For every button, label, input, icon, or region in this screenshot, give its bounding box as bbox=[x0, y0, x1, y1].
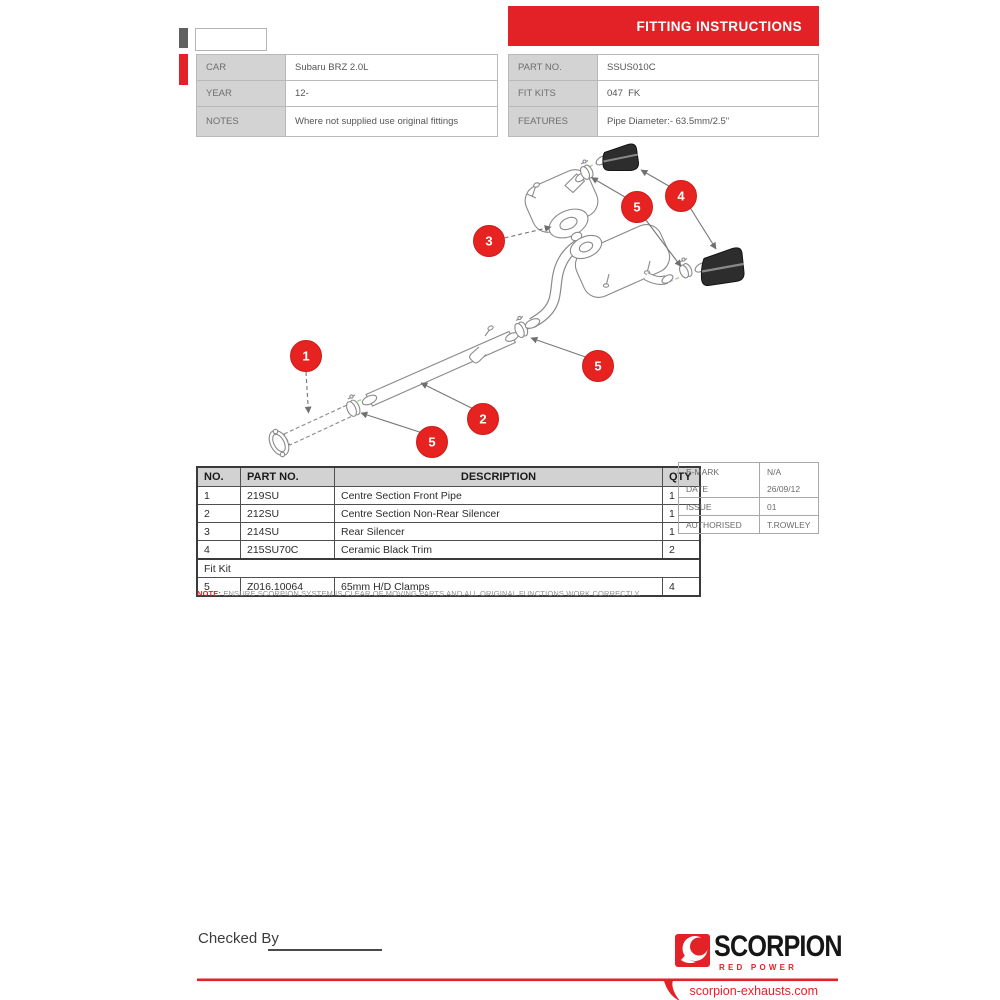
callout-3 bbox=[474, 226, 505, 257]
scorpion-logo-mark bbox=[675, 934, 710, 973]
car-label: CAR bbox=[197, 55, 286, 81]
year-label: YEAR bbox=[197, 81, 286, 107]
callout-5-top bbox=[622, 192, 653, 223]
features-label: FEATURES bbox=[509, 107, 598, 137]
fit-kit-band bbox=[197, 559, 700, 578]
callout-5-bottom bbox=[417, 427, 448, 458]
col-no: NO. bbox=[197, 467, 241, 487]
note-text: ENSURE SCORPION SYSTEM IS CLEAR OF MOVING PARTS AND ALL ORIGINAL FUNCTIONS WORK CORRECTLY. bbox=[221, 589, 641, 598]
blank-reference-box bbox=[195, 28, 267, 51]
year-value: 12- bbox=[286, 81, 498, 107]
fit-kits-label: FIT KITS bbox=[509, 81, 598, 107]
checked-by-signature-line bbox=[268, 949, 382, 951]
corner-red-mark bbox=[179, 54, 188, 85]
features-value: Pipe Diameter:- 63.5mm/2.5" bbox=[598, 107, 819, 137]
checked-by-label: Checked By bbox=[198, 930, 279, 947]
notes-value: Where not supplied use original fittings bbox=[286, 107, 498, 137]
part-info-table bbox=[508, 54, 819, 137]
black-trim-bottom bbox=[694, 248, 744, 286]
revision-table bbox=[678, 462, 819, 534]
scorpion-claw-icon bbox=[675, 934, 710, 968]
col-part-no: PART NO. bbox=[241, 467, 335, 487]
brand-tagline: RED POWER bbox=[719, 963, 798, 972]
svg-text:4: 4 bbox=[677, 188, 685, 204]
col-qty: QTY bbox=[663, 467, 701, 487]
banner-title: FITTING INSTRUCTIONS bbox=[636, 18, 802, 34]
clamp-tail-bottom bbox=[678, 258, 694, 279]
fitting-instructions-banner bbox=[508, 6, 819, 46]
table-row: E-MARK N/A bbox=[679, 463, 819, 481]
brand-name: SCORPION bbox=[714, 930, 842, 963]
website-link: scorpion-exhausts.com bbox=[689, 984, 818, 998]
callout-2 bbox=[468, 404, 499, 435]
table-row: 4 215SU70C Ceramic Black Trim 2 bbox=[197, 541, 700, 560]
part-no-value: SSUS010C bbox=[598, 55, 819, 81]
rear-silencer-lower-shell bbox=[567, 219, 675, 302]
table-row: ISSUE 01 bbox=[679, 498, 819, 516]
leader-lines bbox=[306, 170, 716, 433]
vehicle-info-table bbox=[196, 54, 498, 137]
parts-table bbox=[196, 466, 701, 597]
rear-inlet-pipe bbox=[524, 244, 580, 331]
svg-text:2: 2 bbox=[479, 411, 487, 427]
notes-label: NOTES bbox=[197, 107, 286, 137]
part-no-label: PART NO. bbox=[509, 55, 598, 81]
parts-header-row bbox=[197, 467, 700, 487]
svg-text:5: 5 bbox=[594, 358, 602, 374]
callout-5-mid bbox=[583, 351, 614, 382]
safety-note bbox=[197, 589, 641, 598]
rear-outlet-pipe bbox=[646, 273, 674, 285]
svg-text:5: 5 bbox=[428, 434, 436, 450]
table-row: DATE 26/09/12 bbox=[679, 480, 819, 498]
table-row: 1 219SU Centre Section Front Pipe 1 bbox=[197, 487, 700, 505]
svg-text:3: 3 bbox=[485, 233, 493, 249]
table-row: AUTHORISED T.ROWLEY bbox=[679, 516, 819, 534]
callout-4 bbox=[666, 181, 697, 212]
table-row: 2 212SU Centre Section Non-Rear Silencer 1 bbox=[197, 505, 700, 523]
table-row: 5 Z016.10064 65mm H/D Clamps 4 bbox=[197, 578, 700, 597]
front-pipe bbox=[265, 405, 353, 459]
car-value: Subaru BRZ 2.0L bbox=[286, 55, 498, 81]
note-label: NOTE: bbox=[197, 589, 222, 598]
svg-text:5: 5 bbox=[633, 199, 641, 215]
table-row: 3 214SU Rear Silencer 1 bbox=[197, 523, 700, 541]
centre-section-pipe bbox=[361, 325, 520, 407]
corner-gray-mark bbox=[179, 28, 188, 48]
exhaust-exploded-diagram bbox=[180, 140, 825, 465]
black-trim-top bbox=[595, 144, 639, 170]
fit-kits-value: 047 FK bbox=[598, 81, 819, 107]
col-description: DESCRIPTION bbox=[335, 467, 663, 487]
callout-1 bbox=[291, 341, 322, 372]
fit-kit-label: Fit Kit bbox=[197, 559, 700, 578]
svg-text:1: 1 bbox=[302, 348, 310, 364]
